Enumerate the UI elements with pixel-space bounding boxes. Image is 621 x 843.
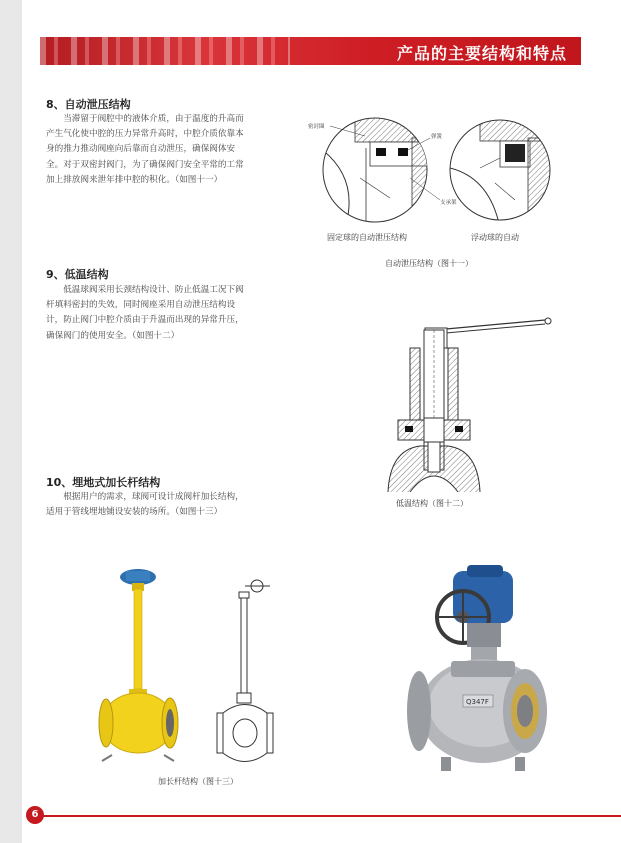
section-heading-9: 9、低温结构 bbox=[46, 268, 109, 281]
fig11-left-label: 固定球的自动泄压结构 bbox=[327, 233, 407, 242]
section-body-10: 根据用户的需求，球阀可设计成阀杆加长结构，适用于管线埋地铺设安装的场所。（如图十三） bbox=[46, 492, 244, 518]
section-heading-8: 8、自动泄压结构 bbox=[46, 98, 131, 111]
fig11-caption: 自动泄压结构（图十一） bbox=[385, 259, 473, 268]
page-number: 6 bbox=[26, 806, 44, 824]
callout-spring: 弹簧 bbox=[431, 134, 443, 140]
callout-seal-ring: 密封圈 bbox=[308, 124, 325, 130]
left-margin-strip bbox=[0, 0, 22, 843]
electric-ball-valve-photo bbox=[405, 565, 555, 773]
footer-rule bbox=[40, 815, 621, 817]
callout-support: 支承架 bbox=[440, 200, 457, 206]
fig12-caption: 低温结构（图十二） bbox=[396, 499, 468, 508]
figure-13-yellow-valve bbox=[96, 565, 186, 765]
fig11-right-label: 浮动球的自动 bbox=[471, 233, 519, 242]
figure-13-drawing bbox=[215, 578, 285, 773]
section-body-9: 低温球阀采用长颈结构设计、防止低温工况下阀杆填料密封的失效，同时阀座采用自动泄压结构设计，防止阀门中腔介质由于升温而出现的异常升压，确保阀门的使用安全。（如图十二） bbox=[46, 285, 244, 341]
page-title: 产品的主要结构和特点 bbox=[396, 44, 567, 63]
valve-plate-model: Q347F bbox=[466, 698, 489, 706]
banner-texture bbox=[40, 37, 290, 65]
fig13-caption: 加长杆结构（图十三） bbox=[158, 777, 238, 786]
header-banner bbox=[40, 37, 581, 65]
section-heading-10: 10、埋地式加长杆结构 bbox=[46, 476, 161, 489]
figure-12-drawing bbox=[380, 310, 555, 492]
section-body-8: 当滞留于阀腔中的液体介质，由于温度的升高而产生气化使中腔的压力异常升高时，中腔介质依靠本身的推力推动阀座向后靠而自动泄压，确保阀体安全。对于双密封阀门，为了确保阀门安全平常的工常加上排放阀来泄年排中腔的积化。（如图十一） bbox=[46, 114, 244, 185]
figure-11-drawing bbox=[300, 108, 600, 234]
